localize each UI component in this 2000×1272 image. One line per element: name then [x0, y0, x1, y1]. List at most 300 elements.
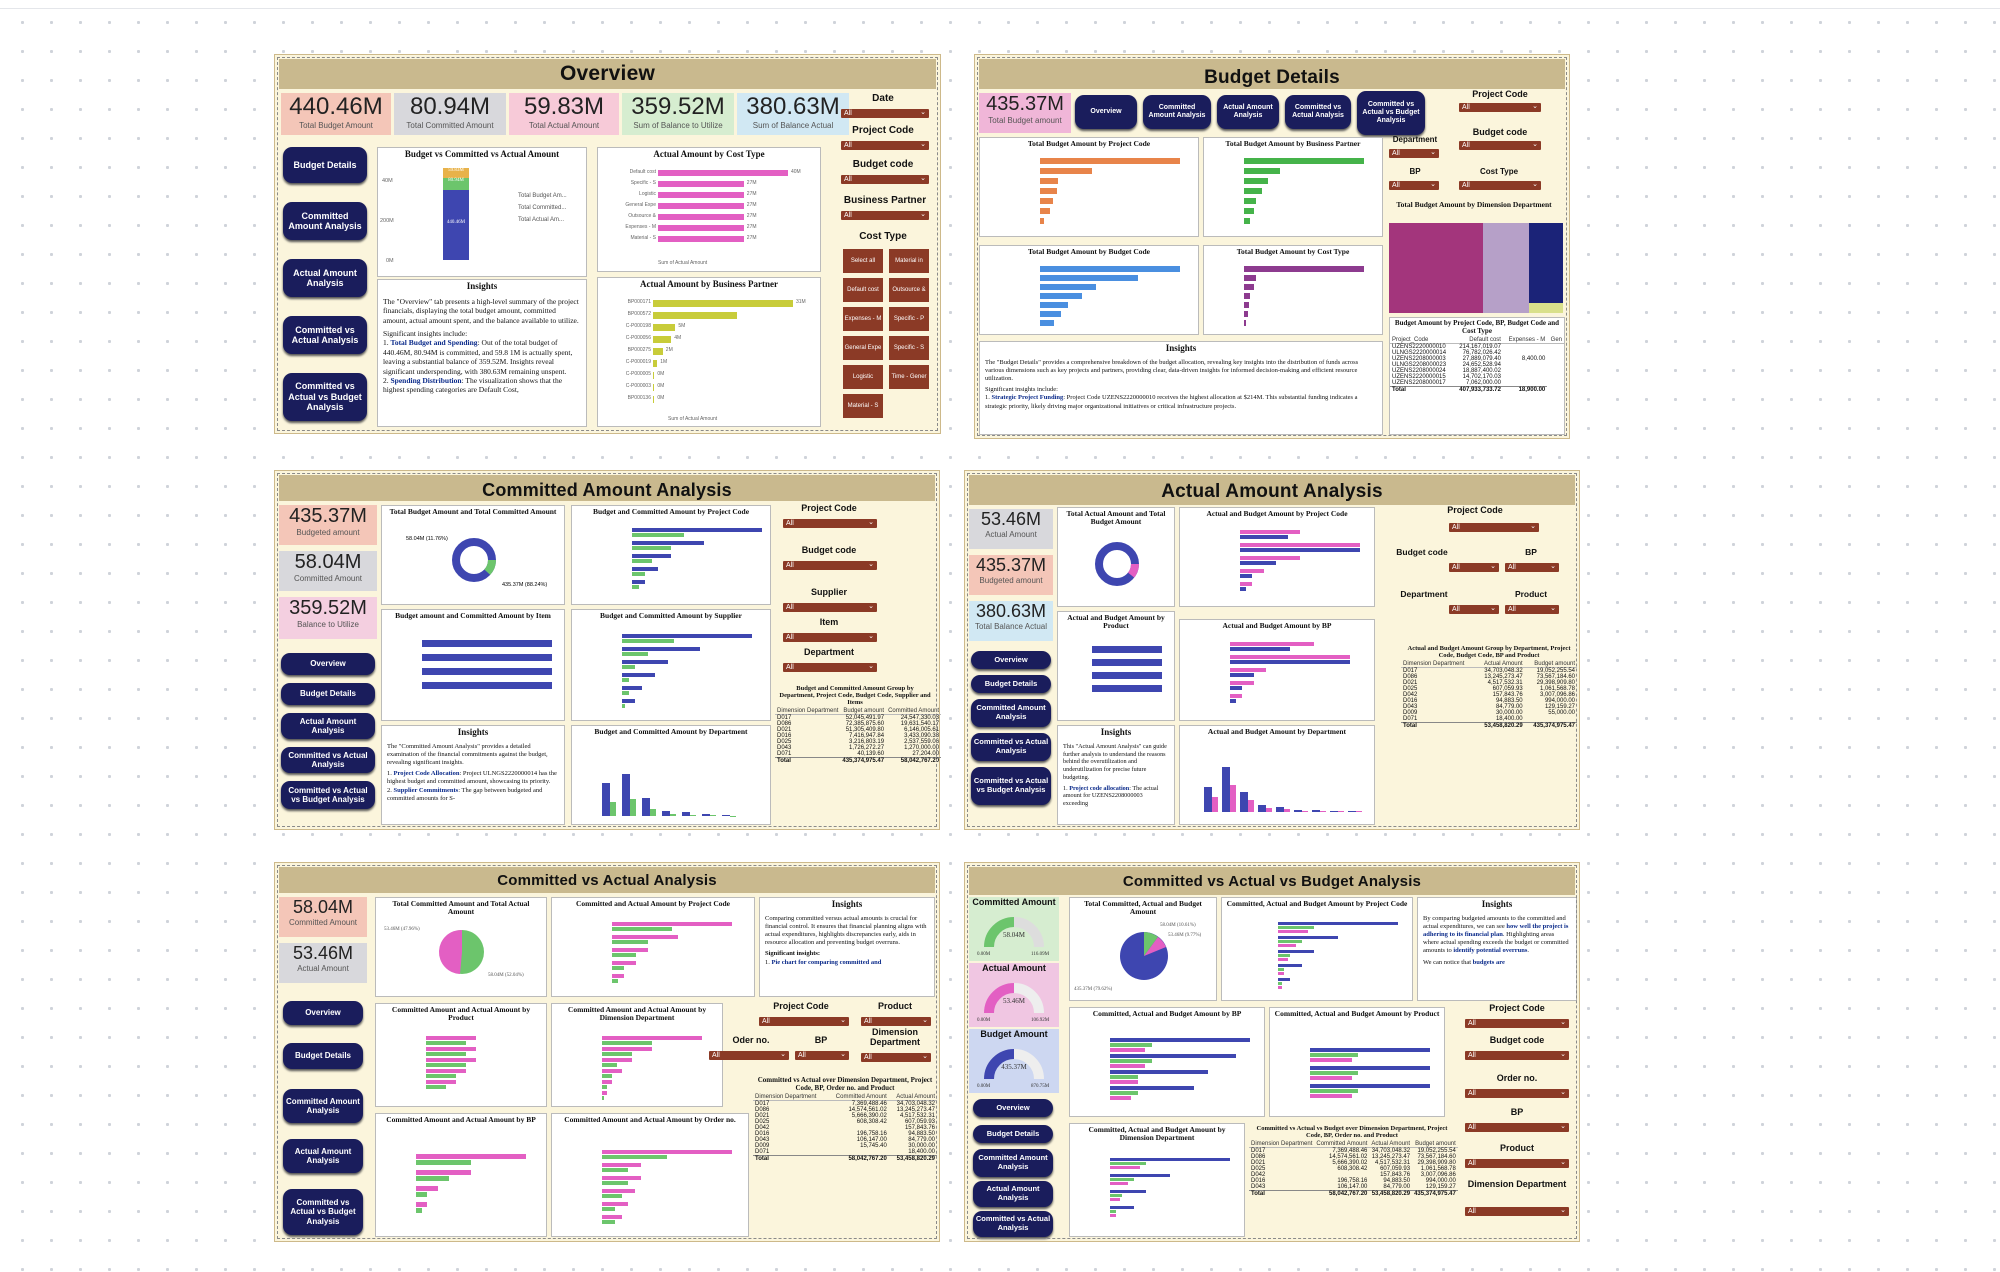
filter-date-label: Date [872, 93, 894, 104]
table-header: Committed Amount [827, 1094, 889, 1101]
chart-bar [602, 1091, 607, 1095]
chart-bar [602, 1036, 702, 1040]
kpi-total-actual: 59.83M Total Actual Amount [509, 93, 619, 135]
bar-value-label: 27M [746, 235, 757, 241]
c-item-dropdown[interactable]: All ⌄ [783, 633, 877, 642]
cost-type-tile[interactable]: General Expe [843, 336, 883, 360]
chart-bar [730, 816, 736, 817]
chart-bar [650, 809, 656, 817]
kpi-balance-actual: 380.63M Sum of Balance Actual [737, 93, 849, 135]
chart-bar [632, 541, 704, 545]
chart-bar [1278, 930, 1308, 933]
chart-bar [602, 1168, 628, 1172]
c-filter-project: Project Code [801, 503, 857, 513]
dept-treemap-title: Total Budget Amount by Dimension Department [1396, 200, 1552, 209]
bar-value-label: 0M [657, 395, 665, 401]
chart-bar [1110, 1054, 1236, 1058]
bar-value-label: 27M [746, 180, 757, 186]
table-row: D017 52,045,491.97 24,547,330.03 [777, 715, 940, 722]
cvab-project-dropdown[interactable]: All ⌄ [1465, 1019, 1569, 1028]
nav-cva-analysis[interactable]: Committed vs Actual Analysis [283, 316, 367, 354]
chart-bar [622, 691, 629, 695]
a-nav-committed[interactable]: Committed Amount Analysis [971, 699, 1051, 727]
chart-bar [1244, 168, 1280, 174]
c-nav-overview[interactable]: Overview [281, 653, 375, 675]
filter-bp-dropdown[interactable]: All ⌄ [841, 211, 929, 220]
cvab-dept-chart: Committed, Actual and Budget Amount by Dimension Department [1069, 1123, 1245, 1237]
cvab-bp-dropdown[interactable]: All ⌄ [1465, 1123, 1569, 1132]
chart-bar [416, 1170, 471, 1175]
chart-bar [1230, 647, 1290, 651]
chart-bar [1040, 158, 1180, 164]
chart-bar [622, 704, 625, 708]
cost-type-tile[interactable]: Default cost [843, 278, 883, 302]
chart-bar [622, 652, 648, 656]
budget-project-dropdown[interactable]: All ⌄ [1459, 103, 1541, 112]
svg-text:58.04M: 58.04M [1003, 931, 1025, 939]
chart-bar [612, 935, 678, 939]
kpi-a-budget: 435.37M Budgeted amount [969, 555, 1053, 595]
chart-bar [1230, 681, 1254, 685]
cvab-dept-dropdown[interactable]: All ⌄ [1465, 1207, 1569, 1216]
kpi-total-committed: 80.94M Total Committed Amount [394, 93, 506, 135]
chart-bar [1110, 1206, 1134, 1209]
nav-committed-analysis[interactable]: Committed Amount Analysis [283, 202, 367, 240]
cva-filter-project: Project Code [773, 1001, 829, 1011]
table-row: ULNGS2220000014 76,782,026.42 [1392, 350, 1501, 357]
nav-cvab-analysis[interactable]: Committed vs Actual vs Budget Analysis [283, 373, 367, 421]
chart-bar [602, 1181, 628, 1185]
gauge-committed-arc [969, 907, 1059, 957]
chart-budget-by-project: Total Budget Amount by Project Code [979, 137, 1199, 237]
a-donut-panel: Total Actual Amount and Total Budget Amount [1057, 507, 1175, 607]
bar-value-label: 27M [746, 191, 757, 197]
chart-actual-by-business-partner: Actual Amount by Business Partner Sum of Actual Amount BP000171 31M BP000572 C-P000198 5M C-P000056 4M BP000275 2M C-P000019 1M C-P000005 0M C-P000003 0M BP000136 0M [597, 277, 821, 427]
budget-filter-department: Department [1392, 135, 1438, 144]
table-row: D043 106,147.00 84,779.00 129,159.27 [1251, 1184, 1456, 1191]
a-nav-budget[interactable]: Budget Details [971, 675, 1051, 693]
chart-bar [658, 181, 744, 187]
chart-bar [1310, 1089, 1358, 1093]
bar-actual: 59.83M [443, 168, 469, 178]
chart-bar [602, 1194, 622, 1198]
table-header: Actual Amount [889, 1094, 937, 1101]
chart-bar [1278, 954, 1290, 957]
chart-bar [612, 979, 618, 983]
kpi-cva-committed: 58.04M Committed Amount [279, 897, 367, 937]
bar-value-label: 5M [678, 323, 686, 329]
c-department-chart: Budget and Committed Amount by Department [571, 725, 771, 825]
table-row: D021 5,666,390.02 4,517,532.31 [755, 1113, 935, 1120]
chart-bar [1240, 556, 1300, 560]
c-budget-dropdown[interactable]: All ⌄ [783, 561, 877, 570]
table-row: D009 15,745.40 30,000.00 [755, 1143, 935, 1150]
chart-bar [653, 348, 663, 355]
c-nav-actual[interactable]: Actual Amount Analysis [281, 713, 375, 739]
chart-bar [1110, 1043, 1152, 1047]
chart-bar [1040, 188, 1057, 194]
cvab-filter-order: Order no. [1496, 1073, 1538, 1083]
chart-bar [653, 396, 654, 403]
cva-nav-budget[interactable]: Budget Details [283, 1043, 363, 1069]
chart-bar [1310, 1084, 1430, 1088]
a-bp-dropdown[interactable]: All ⌄ [1505, 563, 1559, 572]
c-nav-cva[interactable]: Committed vs Actual Analysis [281, 747, 375, 773]
chart-bar [1040, 302, 1068, 308]
chart-bar [632, 554, 671, 558]
cvab-order-dropdown[interactable]: All ⌄ [1465, 1089, 1569, 1098]
cva-filter-order: Oder no. [732, 1035, 770, 1045]
chart-bar [1240, 530, 1300, 534]
table-header: Budget amount [1525, 661, 1577, 668]
chart-bar [612, 961, 636, 965]
bar-category-label: C-P000019 [625, 359, 651, 365]
chart-bar [1110, 1182, 1128, 1185]
table-row: D042 157,843.76 3,007,096.86 [1403, 692, 1575, 699]
chart-bar [1230, 668, 1266, 672]
a-project-dropdown[interactable]: All ⌄ [1449, 523, 1539, 532]
cva-dept-dropdown[interactable]: All ⌄ [861, 1053, 931, 1062]
chart-bar [1040, 275, 1138, 281]
chart-bar [1110, 1059, 1152, 1063]
chart-bar [416, 1192, 427, 1197]
chart-bar [1040, 320, 1054, 326]
chart-bar [1278, 964, 1302, 967]
c-project-dropdown[interactable]: All ⌄ [783, 519, 877, 528]
chart-bar [1110, 1174, 1170, 1177]
chart-bar [612, 966, 624, 970]
c-filter-item: Item [819, 617, 839, 627]
table-row: D009 30,000.00 55,000.00 [1403, 710, 1575, 717]
chart-bar [1110, 1048, 1145, 1052]
c-filter-dept: Department [803, 647, 854, 657]
table-row: D017 34,703,048.32 19,052,255.54 [1403, 668, 1575, 675]
cva-dept-chart: Committed Amount and Actual Amount by Dimension Department [551, 1003, 723, 1107]
chart-bar [1278, 926, 1314, 929]
filter-date-dropdown[interactable]: All ⌄ [841, 109, 929, 118]
chart-bar [602, 1041, 652, 1045]
chart-bar [622, 774, 630, 816]
actual-dashboard [964, 470, 1580, 830]
cost-type-tile[interactable]: Expenses - M [843, 307, 883, 331]
chart-bar [1338, 811, 1344, 812]
table-header: Dimension Department [1251, 1141, 1313, 1148]
a-matrix: Actual and Budget Amount Group by Department, Project Code, Budget Code, BP and Product Dimension Department Actual Amount Budget amount D017 34,703,048.32 19,052,255.54 D086 13,245,273.47 73,567,184.60 D021 4,517,532.31 29,398,909.80 D025 607,059.93 1,061,568.78 D042 157,843.76 3,007,096.86 D016 94,883.50 994,000.00 D043 84,779.00 129,159.27 D009 30,000.00 55,000.00 D071 18,400.00 Total 53,458,820.29 435,374,975.47 [1401, 643, 1577, 825]
nav-budget-details[interactable]: Budget Details [283, 147, 367, 183]
chart-bar [1330, 811, 1338, 813]
a-filter-budget: Budget code [1396, 547, 1448, 557]
cost-type-tile[interactable]: Specific - S [889, 336, 929, 360]
chart-bar [1110, 1158, 1230, 1161]
table-row: D025 607,059.93 1,061,568.78 [1403, 686, 1575, 693]
table-row: D021 4,517,532.31 29,398,909.80 [1403, 680, 1575, 687]
table-row: D016 196,758.16 94,883.50 994,000.00 [1251, 1178, 1456, 1185]
cva-nav-overview[interactable]: Overview [283, 1001, 363, 1025]
c-filter-supplier: Supplier [810, 587, 847, 597]
treemap-d017 [1529, 223, 1563, 303]
a-project-chart: Actual and Budget Amount by Project Code [1179, 507, 1375, 607]
chart-bar [1240, 587, 1246, 591]
chart-bar [1348, 811, 1356, 812]
bar-category-label: C-P000198 [625, 323, 651, 329]
chart-bar [426, 1036, 476, 1040]
chart-bar [1244, 266, 1364, 272]
table-row: D071 18,400.00 [1403, 716, 1523, 723]
table-row: D042 157,843.76 3,007,096.86 [1251, 1172, 1456, 1179]
c-project-chart: Budget and Committed Amount by Project Code [571, 505, 771, 605]
chart-bar [602, 1215, 622, 1219]
chart-bar [1310, 1058, 1352, 1062]
table-header: Actual Amount [1371, 1141, 1411, 1148]
chart-bar [1240, 574, 1252, 578]
kpi-total-budget: 440.46M Total Budget Amount [281, 93, 391, 135]
cvab-pie-label-a: 58.04M (10.61%) [1160, 923, 1196, 928]
a-dept-chart: Actual and Budget Amount by Department [1179, 725, 1375, 825]
chart-bar [682, 812, 690, 816]
chart-bar [1230, 694, 1242, 698]
committed-title: Committed Amount Analysis [279, 475, 935, 501]
kpi-balance: 359.52M Balance to Utilize [279, 597, 377, 639]
cvab-nav-cva[interactable]: Committed vs Actual Analysis [973, 1211, 1053, 1237]
table-row: D017 7,369,488.46 34,703,048.32 [755, 1101, 935, 1108]
cost-type-tile[interactable]: Select all [843, 249, 883, 273]
budget-title: Budget Details [979, 59, 1565, 89]
bar-value-label: 0M [657, 371, 665, 377]
bar-value-label: 1M [660, 359, 668, 365]
a-filter-dept: Department [1400, 589, 1448, 599]
a-donut-budget [1099, 546, 1135, 582]
chart-bar [653, 360, 657, 367]
c-donut-label-a: 58.04M (11.76%) [406, 536, 448, 542]
chart-bar [1278, 982, 1282, 985]
cost-type-tile[interactable]: Material in [889, 249, 929, 273]
c-nav-budget[interactable]: Budget Details [281, 683, 375, 705]
cva-pie-label-a: 53.46M (47.96%) [384, 927, 420, 932]
filter-bp-label: Business Partner [843, 195, 927, 206]
chart-bar [610, 802, 616, 816]
svg-text:870.75M: 870.75M [1031, 1084, 1050, 1089]
chart-bar [426, 1080, 456, 1084]
table-header: Committed Amount [888, 708, 940, 715]
treemap-small [1529, 303, 1563, 313]
bar-category-label: Outsource & [628, 213, 656, 219]
chart-bar [422, 654, 552, 661]
chart-bar [1230, 660, 1350, 664]
nav-btn-actual[interactable]: Actual Amount Analysis [1217, 95, 1279, 129]
table-row: UZENS2220000010 214,167,019.07 [1392, 344, 1501, 351]
chart-bar [1278, 950, 1314, 953]
bar-budget: 440.46M [443, 190, 469, 260]
chart-bar [662, 811, 670, 816]
a-nav-cva[interactable]: Committed vs Actual Analysis [971, 733, 1051, 761]
gauge-budget-arc [969, 1039, 1059, 1089]
budget-bp-dropdown[interactable]: All ⌄ [1389, 181, 1439, 190]
kpi-committed: 58.04M Committed Amount [279, 551, 377, 591]
budget-insights: Insights The "Budget Details" provides a comprehensive breakdown of the budget allocation, revealing key insights into the distribution of funds across various dimensions such as key projects and partners, providing clear, data-driven insights for informed decision-making and efficient resource utilization. Significant insights include: 1. Strategic Project Funding: Project Code UZENS2220000010 receives the highest allocation at $214M. This substantial funding indicates a strategic priority, likely driving major organizational initiatives or critical infrastructure projects. [979, 341, 1383, 435]
chart-bar [1278, 986, 1282, 989]
cva-matrix: Committed vs Actual over Dimension Department, Project Code, BP, Order no. and Product Dimension Department Committed Amount Actual Amount D017 7,369,488.46 34,703,048.32 D086 14,574,561.02 13,245,273.47 D021 5,666,390.02 4,517,532.31 D025 608,308.42 607,059.93 D042 157,843.76 D016 196,758.16 94,883.50 D043 106,147.00 84,779.00 D009 15,745.40 30,000.00 D071 18,400.00 Total 58,042,767.20 53,458,820.29 [753, 1075, 937, 1237]
chart-bar [1266, 808, 1272, 813]
cvab-nav-committed[interactable]: Committed Amount Analysis [973, 1149, 1053, 1177]
chart-bar [1276, 807, 1284, 812]
chart-bar [416, 1160, 471, 1165]
chart-bar [1040, 218, 1044, 224]
cvab-project-chart: Committed, Actual and Budget Amount by Project Code [1221, 897, 1413, 1001]
bar-value-label: 27M [746, 202, 757, 208]
overview-title: Overview [279, 59, 936, 89]
chart-bar [1240, 582, 1252, 586]
c-nav-cvab[interactable]: Committed vs Actual vs Budget Analysis [281, 781, 375, 809]
chart-bar [1356, 811, 1362, 812]
cva-product-dropdown[interactable]: All ⌄ [861, 1017, 931, 1026]
nav-btn-cva[interactable]: Committed vs Actual Analysis [1285, 95, 1351, 129]
table-row: D042 157,843.76 [755, 1125, 935, 1132]
kpi-budget-total: 435.37M Total Budget amount [979, 93, 1071, 133]
c-supplier-dropdown[interactable]: All ⌄ [783, 603, 877, 612]
chart-bar [1040, 311, 1061, 317]
chart-bar [416, 1202, 427, 1207]
cvab-pie [1070, 920, 1218, 1000]
chart-bar [1244, 218, 1250, 224]
chart-bar [1110, 1166, 1140, 1169]
chart-bar [1240, 561, 1276, 565]
chart-bar [602, 1202, 628, 1206]
budget-filter-cost: Cost Type [1479, 167, 1519, 176]
chart-bar [1212, 797, 1218, 812]
a-nav-overview[interactable]: Overview [971, 651, 1051, 669]
cva-nav-committed[interactable]: Committed Amount Analysis [283, 1089, 363, 1123]
bar-category-label: C-P000056 [625, 335, 651, 341]
a-dept-dropdown[interactable]: All ⌄ [1449, 605, 1499, 614]
chart-bar [602, 1096, 604, 1100]
chart-bar [1310, 1066, 1430, 1070]
chart-bar [1040, 266, 1180, 272]
svg-text:0.00M: 0.00M [977, 952, 991, 957]
chart-bar [1244, 208, 1254, 214]
chart-bar [1244, 198, 1256, 204]
cost-type-tile[interactable]: Specific - P [889, 307, 929, 331]
budget-code-dropdown[interactable]: All ⌄ [1459, 141, 1541, 150]
table-total-row: Total 53,458,820.29 435,374,975.47 [1403, 723, 1575, 730]
gauge-budget: Budget Amount 435.37M 0.00M 870.75M [969, 1029, 1059, 1093]
chart-actual-by-cost-type: Actual Amount by Cost Type Sum of Actual Amount Default cost 40M Specific - S 27M Logistic 27M General Expe 27M Outsource & 27M Expenses - M 27M Material - S 27M [597, 147, 821, 272]
nav-btn-committed[interactable]: Committed Amount Analysis [1143, 95, 1211, 129]
chart-bar [1230, 686, 1242, 690]
cvab-budget-dropdown[interactable]: All ⌄ [1465, 1051, 1569, 1060]
chart-bar [642, 798, 650, 816]
chart-bar [1244, 275, 1256, 281]
nav-actual-analysis[interactable]: Actual Amount Analysis [283, 259, 367, 297]
nav-btn-overview[interactable]: Overview [1075, 95, 1137, 129]
cvab-filter-bp: BP [1510, 1107, 1524, 1117]
chart-bar [612, 922, 732, 926]
cva-nav-actual[interactable]: Actual Amount Analysis [283, 1139, 363, 1173]
chart-bar [1230, 673, 1254, 677]
chart-bar [1278, 978, 1290, 981]
table-row: D071 40,139.60 27,204.00 [777, 751, 940, 758]
bar-category-label: Default cost [629, 169, 656, 175]
cvab-nav-overview[interactable]: Overview [973, 1099, 1053, 1117]
gauge-actual-arc [969, 973, 1059, 1023]
filter-budget-dropdown[interactable]: All ⌄ [841, 175, 929, 184]
chart-bar [653, 372, 654, 379]
chart-bar [658, 170, 788, 176]
chart-bar [622, 665, 635, 669]
nav-btn-cvab[interactable]: Committed vs Actual vs Budget Analysis [1357, 91, 1425, 135]
chart-bar [1110, 1190, 1146, 1193]
svg-text:0.00M: 0.00M [977, 1018, 991, 1023]
filter-project-dropdown[interactable]: All ⌄ [841, 141, 929, 150]
cost-type-tile[interactable]: Outsource & [889, 278, 929, 302]
cva-project-dropdown[interactable]: All ⌄ [759, 1017, 849, 1026]
chart-bar [1230, 655, 1350, 659]
chart-bar [1244, 311, 1248, 317]
c-dept-dropdown[interactable]: All ⌄ [783, 663, 877, 672]
cvab-nav-actual[interactable]: Actual Amount Analysis [973, 1181, 1053, 1207]
cva-order-dropdown[interactable]: All ⌄ [709, 1051, 789, 1060]
table-row: ULNGS2208000023 24,652,528.94 [1392, 362, 1501, 369]
table-row: D086 72,385,875.60 19,631,540.17 [777, 721, 940, 728]
cvab-nav-budget[interactable]: Budget Details [973, 1125, 1053, 1143]
a-product-dropdown[interactable]: All ⌄ [1505, 605, 1559, 614]
cvab-filter-budget: Budget code [1489, 1035, 1545, 1045]
chart-bar [602, 1052, 632, 1056]
overview-dashboard [274, 54, 941, 434]
bar-category-label: General Expe [625, 202, 656, 208]
table-header: Budget amount [1412, 1141, 1458, 1148]
cost-type-tile[interactable]: Logistic [843, 365, 883, 389]
c-filter-budget: Budget code [801, 545, 857, 555]
chart-bar [1278, 972, 1284, 975]
svg-text:0.00M: 0.00M [977, 1084, 991, 1089]
chart-bar [1248, 800, 1254, 812]
table-row: D086 14,574,561.02 13,245,273.47 [755, 1107, 935, 1114]
chart-bar [426, 1074, 456, 1078]
chart-bar [653, 384, 654, 391]
table-row: D017 7,369,488.46 34,703,048.32 19,052,255.54 [1251, 1148, 1456, 1155]
table-row: UZENS2208000024 18,887,400.02 [1392, 368, 1501, 375]
cva-nav-cvab[interactable]: Committed vs Actual vs Budget Analysis [283, 1189, 363, 1235]
c-donut [382, 530, 566, 604]
chart-bar [1040, 168, 1092, 174]
chart-bar [602, 1069, 622, 1073]
svg-text:116.09M: 116.09M [1031, 952, 1050, 957]
a-budget-dropdown[interactable]: All ⌄ [1449, 563, 1499, 572]
chart-bar [422, 640, 552, 647]
gauge-actual: Actual Amount 53.46M 0.00M 106.92M [969, 963, 1059, 1027]
cva-product-chart: Committed Amount and Actual Amount by Product [375, 1003, 547, 1107]
chart-bar [422, 682, 552, 689]
chart-bar [1302, 811, 1308, 813]
budget-dashboard [974, 54, 1570, 439]
chart-bar [426, 1047, 476, 1051]
chart-bar [1244, 178, 1268, 184]
a-nav-cvab[interactable]: Committed vs Actual vs Budget Analysis [971, 767, 1051, 805]
budget-dept-dropdown[interactable]: All ⌄ [1389, 149, 1439, 158]
table-row: D016 7,416,947.84 3,433,090.33 [777, 733, 940, 740]
cva-bp-dropdown[interactable]: All ⌄ [795, 1051, 849, 1060]
budget-cost-dropdown[interactable]: All ⌄ [1459, 181, 1541, 190]
cost-type-tile[interactable]: Time - Gener [889, 365, 929, 389]
chart-bar [1110, 1091, 1138, 1095]
cvab-bp-chart: Committed, Actual and Budget Amount by BP [1069, 1007, 1265, 1117]
svg-text:53.46M: 53.46M [1003, 997, 1025, 1005]
chart-bar [602, 1085, 607, 1089]
cvab-product-dropdown[interactable]: All ⌄ [1465, 1159, 1569, 1168]
cost-type-tile[interactable]: Material - S [843, 394, 883, 418]
table-header: Expenses - M [1503, 337, 1547, 344]
chart-bar [1222, 767, 1230, 812]
